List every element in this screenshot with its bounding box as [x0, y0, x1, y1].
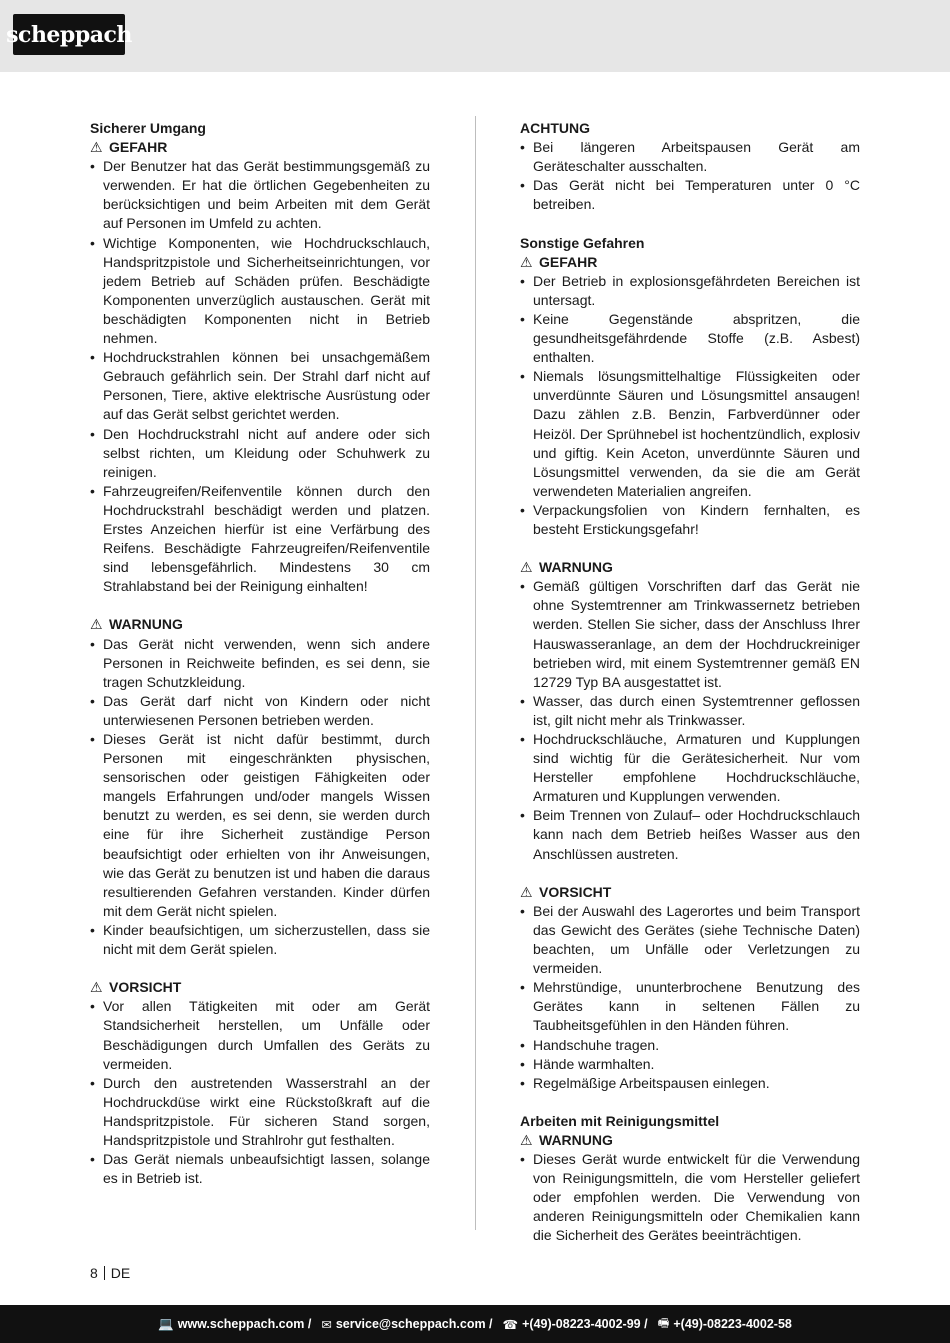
- footer-bar: [0, 1305, 950, 1343]
- warning-triangle-icon: ⚠: [520, 883, 533, 900]
- section-heading: ACHTUNG: [520, 120, 590, 136]
- section-heading: Arbeiten mit Reinigungsmittel: [520, 1112, 720, 1129]
- caution-label: ⚠ VORSICHT: [90, 978, 430, 997]
- section-reinigungsmittel: [520, 1112, 860, 1246]
- bullet-item: • Regelmäßige Arbeitspausen einlegen.: [520, 1074, 860, 1093]
- footer-web-link[interactable]: www.scheppach.com /: [177, 1317, 312, 1331]
- bullet-item: • Das Gerät darf nicht von Kindern oder nicht unterwiesenen Personen betrieben werden.: [90, 692, 430, 730]
- bullet-item: • Kinder beaufsichtigen, um sicherzustellen, dass sie nicht mit dem Gerät spielen.: [90, 921, 430, 959]
- bullet-item: • Verpackungsfolien von Kindern fernhalten, es besteht Erstickungsgefahr!: [520, 501, 860, 539]
- bullet-list: [520, 902, 860, 1093]
- bullet-list: [90, 157, 430, 596]
- warning-label: ⚠ WARNUNG: [520, 1131, 860, 1150]
- left-column: [90, 119, 430, 1207]
- bullet-item: • Dieses Gerät wurde entwickelt für die Verwendung von Reinigungsmitteln, die vom Hersteller geliefert oder empfohlen werden. Die Verwendung von anderen Reinigungsmitteln oder Chemikalien kann die Sicherheit des Gerätes beeinträchtigen.: [520, 1150, 860, 1245]
- bullet-item: • Dieses Gerät ist nicht dafür bestimmt, durch Personen mit eingeschränkten physischen, sensorischen oder geistigen Fähigkeiten oder mangels Erfahrungen und/oder mangels Wissen benutzt zu werden, es sei denn, sie werden durch eine für ihre Sicherheit zuständige Person beaufsichtigt oder erhielten von ihr Anweisungen, wie das Gerät zu benutzen ist und haben die daraus resultierenden Gefahren verstanden. Kinder dürfen mit dem Gerät nicht spielen.: [90, 730, 430, 921]
- bullet-item: • Der Betrieb in explosionsgefährdeten Bereichen ist untersagt.: [520, 272, 860, 310]
- bullet-item: • Das Gerät niemals unbeaufsichtigt lassen, solange es in Betrieb ist.: [90, 1150, 430, 1188]
- page-separator: [104, 1266, 105, 1280]
- bullet-item: • Hochdruckstrahlen können bei unsachgemäßem Gebrauch gefährlich sein. Der Strahl darf nicht auf Personen, Tiere, aktive elektrische Ausrüstung oder auf das Gerät selbst gerichtet werden.: [90, 348, 430, 424]
- danger-label: ⚠ GEFAHR: [520, 253, 860, 272]
- section-heading: Sonstige Gefahren: [520, 234, 645, 251]
- bullet-list: [520, 1150, 860, 1245]
- warning-triangle-icon: ⚠: [520, 253, 533, 270]
- bullet-item: • Handschuhe tragen.: [520, 1036, 860, 1055]
- bullet-item: • Der Benutzer hat das Gerät bestimmungsgemäß zu verwenden. Er hat die örtlichen Gegebenheiten zu berücksichtigen und beim Arbeiten mit dem Gerät auf Personen im Umfeld zu achten.: [90, 157, 430, 233]
- bullet-list: [520, 272, 860, 539]
- bullet-item: • Bei längeren Arbeitspausen Gerät am Geräteschalter ausschalten.: [520, 138, 860, 176]
- bullet-item: • Hochdruckschläuche, Armaturen und Kupplungen sind wichtig für die Gerätesicherheit. Nur vom Hersteller empfohlene Hochdruckschläuche, Armaturen und Kupplungen verwenden.: [520, 730, 860, 806]
- email-icon: ✉: [321, 1317, 332, 1332]
- bullet-list: [520, 577, 860, 863]
- bullet-item: • Fahrzeugreifen/Reifenventile können durch den Hochdruckstrahl beschädigt werden und platzen. Erstes Anzeichen hierfür ist eine Verfärbung des Reifens. Beschädigte Fahrzeugreifen/Reifenventile sind lebensgefährlich. Mindestens 30 cm Strahlabstand bei der Reinigung einhalten!: [90, 482, 430, 597]
- bullet-list: [90, 635, 430, 960]
- bullet-item: • Wichtige Komponenten, wie Hochdruckschlauch, Handspritzpistole und Sicherheitseinrichtungen, vor jedem Betrieb auf Schäden prüfen. Beschädigte Komponenten unverzüglich austauschen. Gerät mit beschädigten Komponenten nicht in Betrieb nehmen.: [90, 234, 430, 349]
- bullet-item: • Bei der Auswahl des Lagerortes und beim Transport das Gewicht des Gerätes (siehe Technische Daten) beachten, um Unfälle oder Verletzungen zu vermeiden.: [520, 902, 860, 978]
- bullet-item: • Das Gerät nicht bei Temperaturen unter 0 °C betreiben.: [520, 176, 860, 214]
- phone-icon: ☎: [502, 1317, 519, 1332]
- bullet-item: • Gemäß gültigen Vorschriften darf das Gerät nie ohne Systemtrenner am Trinkwassernetz betrieben werden. Stellen Sie sicher, dass der Anschluss Ihrer Hauswasseranlage, an dem der Hochdruckreiniger betrieben wird, mit einem Systemtrenner gemäß EN 12729 Typ BA ausgestattet ist.: [520, 577, 860, 692]
- header-bar: [0, 0, 950, 72]
- warning-triangle-icon: ⚠: [90, 616, 103, 633]
- bullet-item: • Wasser, das durch einen Systemtrenner geflossen ist, gilt nicht mehr als Trinkwasser.: [520, 692, 860, 730]
- section-vorsicht: [520, 883, 860, 1093]
- right-column: [520, 119, 860, 1265]
- computer-icon: 💻: [158, 1316, 174, 1331]
- warning-label: ⚠ WARNUNG: [520, 558, 860, 577]
- bullet-item: • Niemals lösungsmittelhaltige Flüssigkeiten oder unverdünnte Säuren und Lösungsmittel ansaugen! Dazu zählen z.B. Benzin, Farbverdünner oder Heizöl. Der Sprühnebel ist hochentzündlich, explosiv und giftig. Kein Aceton, unverdünnte Säuren und Lösungsmittel verwenden, da sie die am Gerät verwendeten Materialien angreifen.: [520, 367, 860, 501]
- caution-label: ⚠ VORSICHT: [520, 883, 860, 902]
- footer-email-link[interactable]: service@scheppach.com /: [335, 1317, 493, 1331]
- scheppach-logo: scheppach: [13, 14, 125, 55]
- bullet-item: • Das Gerät nicht verwenden, wenn sich andere Personen in Reichweite befinden, es sei denn, sie tragen Schutzkleidung.: [90, 635, 430, 692]
- bullet-item: • Den Hochdruckstrahl nicht auf andere oder sich selbst richten, um Kleidung oder Schuhwerk zu reinigen.: [90, 425, 430, 482]
- bullet-list: [90, 997, 430, 1188]
- warning-triangle-icon: ⚠: [520, 559, 533, 576]
- column-divider: [475, 116, 476, 1230]
- section-sicherer-umgang: [90, 119, 430, 596]
- footer-fax: +(49)-08223-4002-58: [673, 1317, 792, 1331]
- warning-triangle-icon: ⚠: [90, 979, 103, 996]
- section-heading: Sicherer Umgang: [90, 120, 206, 136]
- section-achtung: [520, 119, 860, 214]
- section-warnung: [90, 615, 430, 959]
- page-number: 8 DE: [90, 1265, 131, 1281]
- bullet-item: • Hände warmhalten.: [520, 1055, 860, 1074]
- section-warnung: [520, 558, 860, 864]
- danger-label: ⚠ GEFAHR: [90, 138, 430, 157]
- bullet-item: • Mehrstündige, ununterbrochene Benutzung des Gerätes kann in seltenen Fällen zu Taubheitsgefühlen in den Händen führen.: [520, 978, 860, 1035]
- bullet-item: • Durch den austretenden Wasserstrahl an der Hochdruckdüse wirkt eine Rückstoßkraft auf die Handspritzpistole. Für sicheren Stand sorgen, Handspritzpistole und Strahlrohr gut festhalten.: [90, 1074, 430, 1150]
- warning-label: ⚠ WARNUNG: [90, 615, 430, 634]
- warning-triangle-icon: ⚠: [520, 1131, 533, 1148]
- footer-phone: +(49)-08223-4002-99 /: [522, 1317, 648, 1331]
- section-vorsicht: [90, 978, 430, 1188]
- fax-icon: 🖷: [657, 1315, 670, 1330]
- bullet-item: • Beim Trennen von Zulauf– oder Hochdruckschlauch kann nach dem Betrieb heißes Wasser aus den Anschlüssen austreten.: [520, 806, 860, 863]
- section-sonstige-gefahren: [520, 234, 860, 540]
- bullet-item: • Keine Gegenstände abspritzen, die gesundheitsgefährdende Stoffe (z.B. Asbest) enthalten.: [520, 310, 860, 367]
- warning-triangle-icon: ⚠: [90, 139, 103, 156]
- bullet-item: • Vor allen Tätigkeiten mit oder am Gerät Standsicherheit herstellen, um Unfälle oder Beschädigungen durch Umfallen des Geräts zu vermeiden.: [90, 997, 430, 1073]
- bullet-list: [520, 138, 860, 214]
